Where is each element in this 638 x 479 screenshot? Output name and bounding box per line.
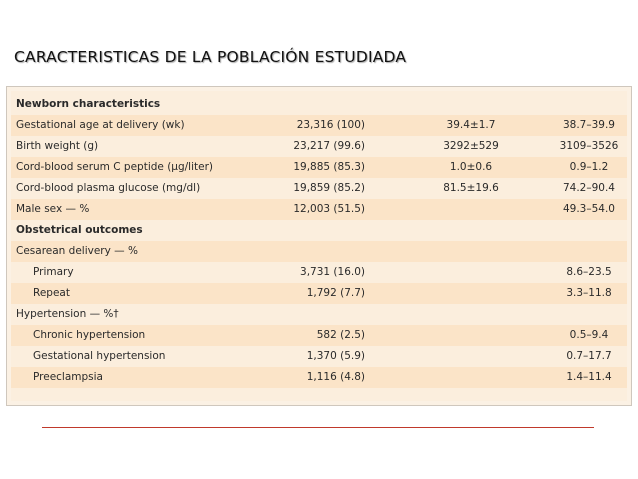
- divider-line: [42, 427, 594, 428]
- row-range: 38.7–39.9: [562, 119, 615, 131]
- table-body: [11, 91, 627, 401]
- table-row: [11, 367, 627, 388]
- table-row: [11, 346, 627, 367]
- table-row: [11, 304, 627, 325]
- row-mean: 81.5±19.6: [443, 182, 499, 194]
- row-label: Birth weight (g): [16, 140, 99, 152]
- characteristics-table: [6, 86, 632, 406]
- row-mean: 3292±529: [443, 140, 499, 152]
- table-row: [11, 199, 627, 220]
- row-label: Hypertension — %†: [16, 308, 119, 320]
- table-row: [11, 241, 627, 262]
- row-label: Primary: [33, 266, 74, 278]
- row-count: 1,792 (7.7): [306, 287, 365, 299]
- table-row: [11, 283, 627, 304]
- table-section-header: [11, 94, 627, 115]
- row-count: 23,316 (100): [296, 119, 365, 131]
- row-range: 74.2–90.4: [562, 182, 615, 194]
- row-label: Cesarean delivery — %: [16, 245, 138, 257]
- row-range: 8.6–23.5: [566, 266, 612, 278]
- table-row: [11, 262, 627, 283]
- row-label: Cord-blood plasma glucose (mg/dl): [16, 182, 201, 194]
- row-count: 1,116 (4.8): [306, 371, 365, 383]
- slide-title: CARACTERISTICAS DE LA POBLACIÓN ESTUDIADA: [14, 48, 407, 66]
- row-count: 19,859 (85.2): [293, 182, 365, 194]
- row-label: Gestational hypertension: [33, 350, 166, 362]
- row-mean: 39.4±1.7: [446, 119, 496, 131]
- row-label: Gestational age at delivery (wk): [16, 119, 185, 131]
- row-label: Preeclampsia: [33, 371, 103, 383]
- row-range: 0.5–9.4: [569, 329, 609, 341]
- table-row: [11, 157, 627, 178]
- table-row: [11, 325, 627, 346]
- row-count: 12,003 (51.5): [293, 203, 365, 215]
- row-count: 582 (2.5): [316, 329, 365, 341]
- row-range: 3109–3526: [559, 140, 619, 152]
- table-row: [11, 115, 627, 136]
- row-label: Male sex — %: [16, 203, 90, 215]
- row-label: Chronic hypertension: [33, 329, 146, 341]
- row-range: 0.7–17.7: [566, 350, 612, 362]
- row-label: Cord-blood serum C peptide (μg/liter): [16, 161, 214, 173]
- row-count: 19,885 (85.3): [293, 161, 365, 173]
- row-count: 1,370 (5.9): [306, 350, 365, 362]
- row-count: 3,731 (16.0): [300, 266, 365, 278]
- row-label: Repeat: [33, 287, 70, 299]
- row-range: 3.3–11.8: [566, 287, 612, 299]
- row-label: Newborn characteristics: [16, 98, 161, 110]
- row-label: Obstetrical outcomes: [16, 224, 143, 236]
- row-range: 49.3–54.0: [562, 203, 615, 215]
- row-range: 1.4–11.4: [566, 371, 612, 383]
- table-row: [11, 178, 627, 199]
- row-range: 0.9–1.2: [569, 161, 609, 173]
- table-row: [11, 136, 627, 157]
- row-count: 23,217 (99.6): [293, 140, 365, 152]
- table-section-header: [11, 220, 627, 241]
- row-mean: 1.0±0.6: [449, 161, 493, 173]
